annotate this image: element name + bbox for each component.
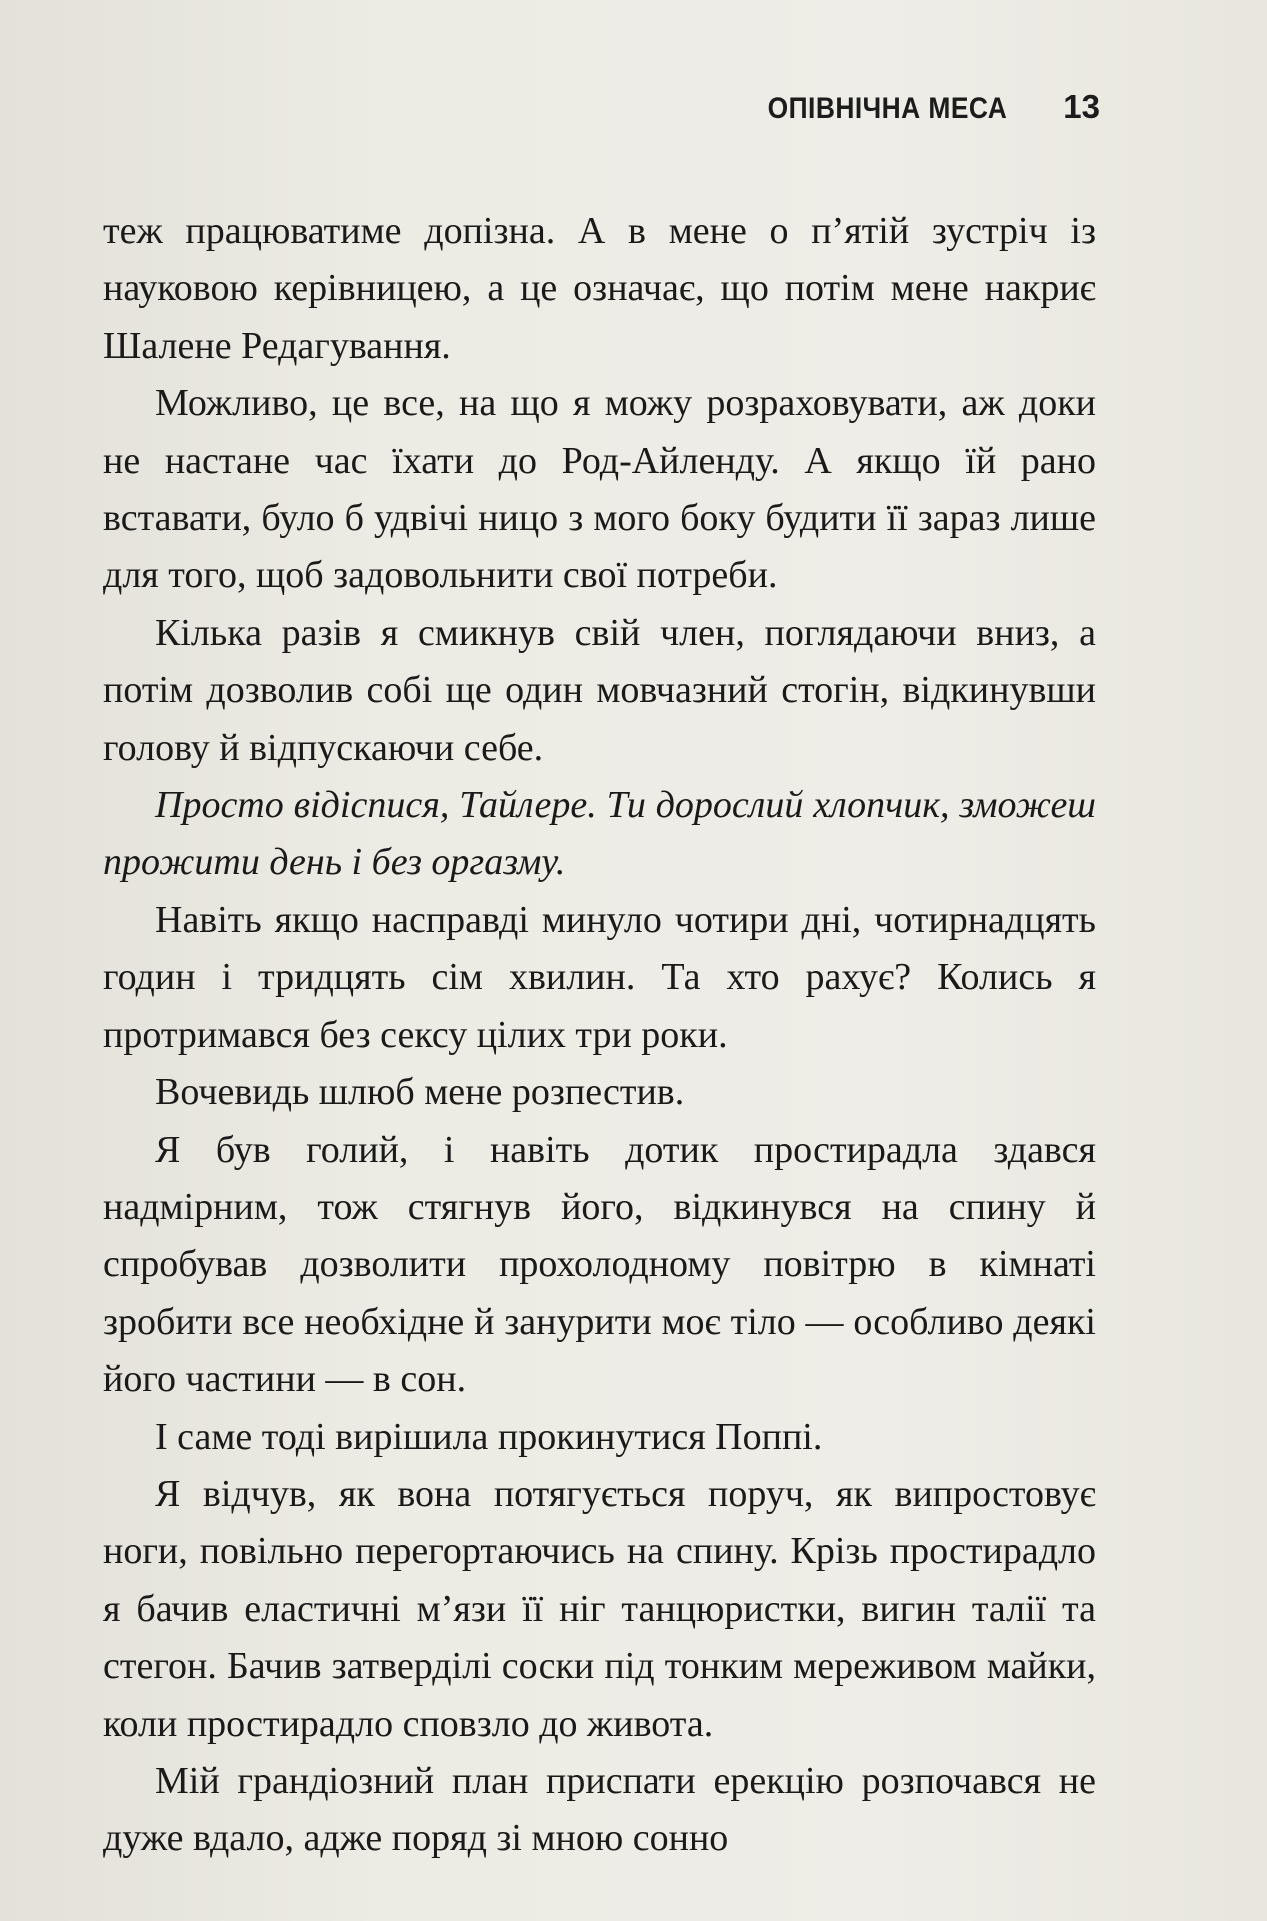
paragraph: Вочевидь шлюб мене розпестив. xyxy=(155,1071,685,1114)
paragraph-italic-thought: Просто відіспися, Тайлере. Ти дорослий хлопчик, зможеш прожити день і без оргазму. xyxy=(103,784,1096,884)
paragraph: Мій грандіозний план приспати ерекцію розпочався не дуже вдало, адже поряд зі мною сонно xyxy=(103,1759,1096,1860)
running-title: ОПІВНІЧНА МЕСА xyxy=(767,92,1008,125)
paragraph: Я був голий, і навіть дотик простирадла здався надмірним, тож стягнув його, відкинувся на спину й спробував дозволити прохолодному повітрю в кімнаті зробити все необхідне й занурити моє тіло — особливо деякі його частини — в сон. xyxy=(103,1128,1096,1401)
paragraph: Навіть якщо насправді минуло чотири дні, чотирнадцять годин і тридцять сім хвилин. Та хто рахує? Колись я протримався без сексу цілих три роки. xyxy=(103,898,1096,1056)
paragraph-continuation: теж працюватиме допізна. А в мене о п’ятій зустріч із науковою керівницею, а це означає, що потім мене накриє Шалене Редагування. xyxy=(103,210,1096,367)
body-text xyxy=(103,203,1096,1868)
page-number: 13 xyxy=(1063,88,1100,125)
paragraph: Можливо, це все, на що я можу розраховувати, аж доки не настане час їхати до Род-Айленду. А якщо їй рано вставати, було б удвічі ницо з мого боку будити її зараз лише для того, щоб задовольнити свої потреби. xyxy=(103,382,1096,597)
paragraph: Кілька разів я смикнув свій член, поглядаючи вниз, а потім дозволив собі ще один мовчазний стогін, відкинувши голову й відпускаючи себе. xyxy=(103,611,1096,769)
paragraph: Я відчув, як вона потягується поруч, як випростовує ноги, повільно перегортаючись на спину. Крізь простирадло я бачив еластичні м’язи її ніг танцюристки, вигин талії та стегон. Бачив затверділі соски під тонким мереживом майки, коли простирадло сповзло до живота. xyxy=(103,1472,1096,1745)
running-head xyxy=(690,88,1100,138)
paragraph: І саме тоді вирішила прокинутися Поппі. xyxy=(155,1415,823,1458)
